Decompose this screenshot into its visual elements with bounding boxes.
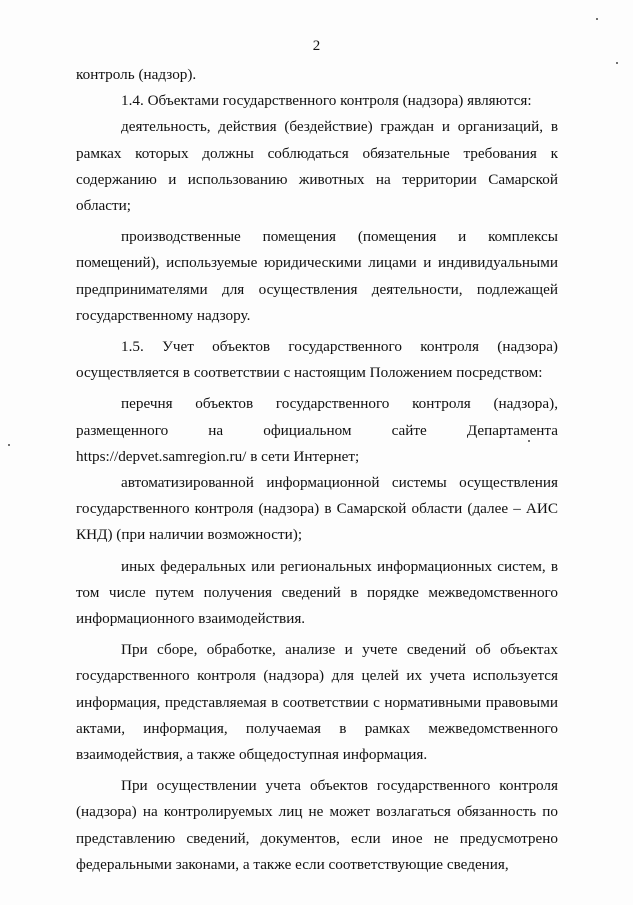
paragraph-ais-knd: автоматизированной информационной системы осуществления государственного контроля (надзора) в Самарской области (далее – АИС КНД) (при наличии возможности); xyxy=(76,474,558,544)
scan-speck xyxy=(596,18,598,20)
scan-speck xyxy=(8,444,10,446)
paragraph-collection: При сборе, обработке, анализе и учете сведений об объектах государственного контроля (надзора) для целей их учета используется информация, представляемая в соответствии с нормативными правовыми актами, информация, получаемая в рамках межведомственного взаимодействия, а также общедоступная информация. xyxy=(76,641,558,764)
paragraph-activity: деятельность, действия (бездействие) граждан и организаций, в рамках которых должны соблюдаться обязательные требования к содержанию и использованию животных на территории Самарской области; xyxy=(76,118,558,215)
paragraph-continuation: контроль (надзор). xyxy=(76,66,197,83)
paragraph-1-4: 1.4. Объектами государственного контроля (надзора) являются: xyxy=(121,92,532,110)
paragraph-list-of-objects: перечня объектов государственного контроля (надзора), размещенного на официальном сайте Департамента https://depvet.samregion.ru/ в сети Интернет; xyxy=(76,395,558,465)
paragraph-premises: производственные помещения (помещения и комплексы помещений), используемые юридическими лицами и индивидуальными предпринимателями для осуществления деятельности, подлежащей государственному надзору. xyxy=(76,228,558,324)
scan-speck xyxy=(528,440,530,442)
paragraph-obligations: При осуществлении учета объектов государственного контроля (надзора) на контролируемых лиц не может возлагаться обязанность по представлению сведений, документов, если иное не предусмотрено федеральными законами, а также если соответствующие сведения, xyxy=(76,777,558,873)
paragraph-other-systems: иных федеральных или региональных информационных систем, в том числе путем получения сведений в порядке межведомственного информационного взаимодействия. xyxy=(76,557,558,628)
document-body xyxy=(76,62,558,878)
page-number: 2 xyxy=(312,38,321,54)
scan-speck xyxy=(616,62,618,64)
paragraph-1-5: 1.5. Учет объектов государственного контроля (надзора) осуществляется в соответствии с настоящим Положением посредством: xyxy=(76,338,558,382)
